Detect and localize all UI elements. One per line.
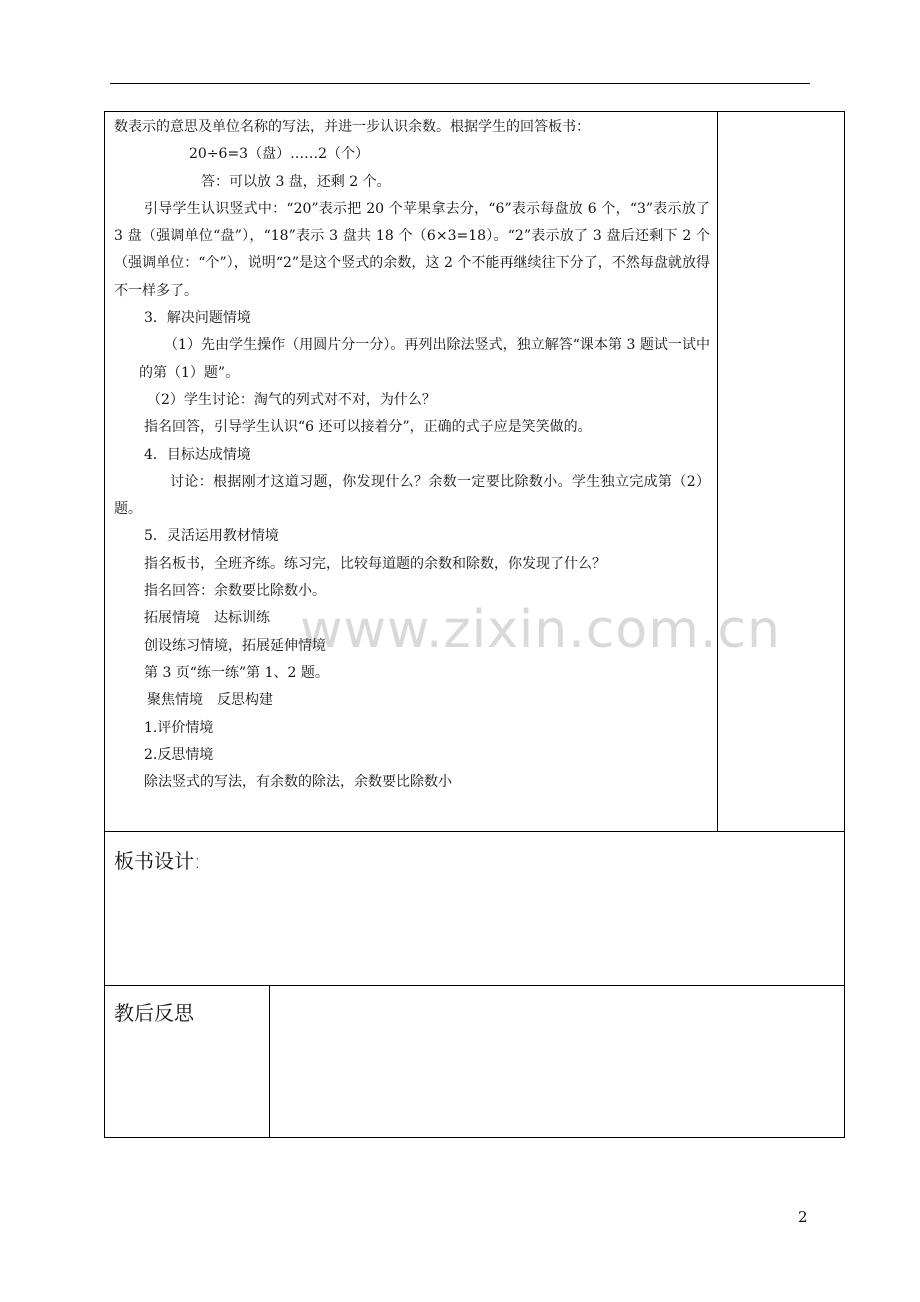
text-line: 数表示的意思及单位名称的写法，并进一步认识余数。根据学生的回答板书： (114, 119, 590, 135)
row-divider-reflection (104, 985, 845, 986)
text-line: 除法竖式的写法，有余数的除法，余数要比除数小 (144, 774, 452, 791)
text-line: 拓展情境 达标训练 (144, 610, 270, 627)
page-number: 2 (798, 1208, 808, 1226)
board-design-label: 板书设计: (114, 849, 201, 873)
lesson-process-text (114, 114, 710, 796)
answer-line: 答：可以放 3 盘，还剩 2 个。 (201, 173, 391, 190)
text-line: 创设练习情境，拓展延伸情境 (144, 637, 326, 654)
text-line: 2.反思情境 (144, 746, 214, 763)
text-line: 指名板书，全班齐练。练习完，比较每道题的余数和除数，你发现了什么？ (144, 555, 606, 572)
reflection-label-divider (269, 985, 270, 1138)
paragraph: 讨论：根据刚才这道习题，你发现什么？余数一定要比除数小。学生独立完成第（2）题。 (114, 473, 710, 518)
watermark: www.zixin.com.cn (300, 600, 781, 660)
reflection-label: 教后反思 (114, 1001, 194, 1025)
notes-column-divider (717, 111, 718, 831)
text-line: （2）学生讨论：淘气的列式对不对，为什么？ (147, 391, 436, 408)
equation-line: 20÷6=3（盘）……2（个） (189, 146, 369, 163)
paragraph: 引导学生认识竖式中：“20”表示把 20 个苹果拿去分，“6”表示每盘放 6 个，“3”表示放了 3 盘（强调单位“盘”），“18”表示 3 盘共 18 个（6×3=18）。“2”表示放了 3 盘后还剩下 2 个（强调单位：“个”），说明“2”是这个竖式的余数，这 2 个不能再继续往下分了，不然每盘就放得不一样多了。 (114, 200, 710, 299)
section-heading: 4．目标达成情境 (144, 446, 251, 463)
section-heading: 3．解决问题情境 (144, 310, 251, 327)
text-line: 第 3 页“练一练”第 1、2 题。 (144, 664, 329, 681)
row-divider-board (104, 831, 845, 832)
text-line: 1.评价情境 (144, 719, 214, 736)
text-line: 指名回答，引导学生认识“6 还可以接着分”，正确的式子应是笑笑做的。 (144, 419, 592, 436)
paragraph: （1）先由学生操作（用圆片分一分）。再列出除法竖式，独立解答“课本第 3 题试一试中的第（1）题”。 (139, 337, 710, 381)
text-line: 指名回答：余数要比除数小。 (144, 583, 326, 600)
section-heading: 5．灵活运用教材情境 (144, 528, 279, 545)
section-heading: 聚焦情境 反思构建 (147, 692, 273, 709)
header-rule (110, 83, 810, 84)
